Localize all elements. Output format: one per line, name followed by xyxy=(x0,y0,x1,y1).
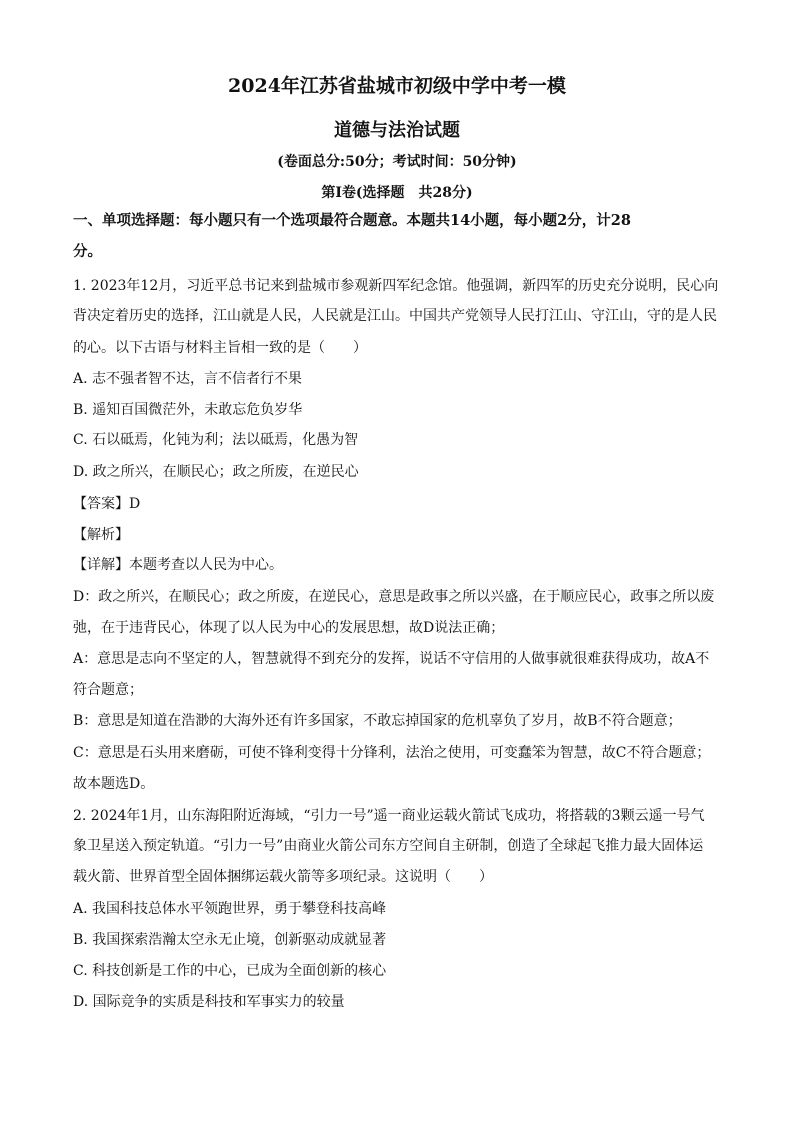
q1-option-c: C. 石以砥焉，化钝为利；法以砥焉，化愚为智 xyxy=(73,432,359,448)
q1-answer: 【答案】D xyxy=(73,496,141,512)
q1-analysis-label: 【解析】 xyxy=(73,527,129,543)
q1-option-a: A. 志不强者智不达，言不信者行不果 xyxy=(73,371,303,387)
q2-option-c: C. 科技创新是工作的中心，已成为全面创新的核心 xyxy=(73,963,387,979)
q1-detail-line-7: C：意思是石头用来磨砺，可使不锋利变得十分锋利，法治之使用，可变蠢笨为智慧，故C不符合题意； xyxy=(73,745,711,761)
exam-meta: (卷面总分:50分；考试时间：50分钟) xyxy=(277,154,517,170)
q1-option-b: B. 遥知百国微茫外，未敢忘危负岁华 xyxy=(73,402,303,418)
q2-option-b: B. 我国探索浩瀚太空永无止境，创新驱动成就显著 xyxy=(73,932,387,948)
q1-stem-line-3: 的心。以下古语与材料主旨相一致的是（ ） xyxy=(73,340,367,356)
q2-stem-line-1: 2. 2024年1月，山东海阳附近海域，“引力一号”遥一商业运载火箭试飞成功，将搭载的3颗云遥一号气 xyxy=(73,808,705,824)
q2-option-a: A. 我国科技总体水平领跑世界，勇于攀登科技高峰 xyxy=(73,901,387,917)
q1-detail-line-5: 符合题意； xyxy=(73,682,143,698)
q1-detail-line-8: 故本题选D。 xyxy=(73,776,155,792)
q1-option-d: D. 政之所兴，在顺民心；政之所废，在逆民心 xyxy=(73,464,359,480)
q1-detail-line-1: 【详解】本题考查以人民为中心。 xyxy=(73,557,283,573)
q2-option-d: D. 国际竞争的实质是科技和军事实力的较量 xyxy=(73,994,345,1010)
section-instructions-line-1: 一、单项选择题：每小题只有一个选项最符合题意。本题共14小题，每小题2分，计28 xyxy=(73,212,631,229)
q1-detail-line-4: A：意思是志向不坚定的人，智慧就得不到充分的发挥，说话不守信用的人做事就很难获得成功，故A不 xyxy=(73,651,710,667)
exam-title: 2024年江苏省盐城市初级中学中考一模 xyxy=(228,75,566,97)
volume-heading: 第Ⅰ卷(选择题 共28分) xyxy=(321,185,473,201)
q1-detail-line-6: B：意思是知道在浩渺的大海外还有许多国家，不敢忘掉国家的危机辜负了岁月，故B不符合题意； xyxy=(73,713,682,729)
q2-stem-line-2: 象卫星送入预定轨道。“引力一号”由商业火箭公司东方空间自主研制，创造了全球起飞推力最大固体运 xyxy=(73,838,704,854)
q1-stem-line-2: 背决定着历史的选择，江山就是人民，人民就是江山。中国共产党领导人民打江山、守江山，守的是人民 xyxy=(73,308,717,324)
q2-stem-line-3: 载火箭、世界首型全固体捆绑运载火箭等多项纪录。这说明（ ） xyxy=(73,869,493,885)
q1-detail-line-2: D：政之所兴，在顺民心；政之所废，在逆民心，意思是政事之所以兴盛，在于顺应民心，政事之所以废 xyxy=(73,589,715,605)
section-instructions-line-2: 分。 xyxy=(73,243,102,260)
exam-subject: 道德与法治试题 xyxy=(334,120,460,141)
q1-detail-line-3: 弛，在于违背民心，体现了以人民为中心的发展思想，故D说法正确； xyxy=(73,620,505,636)
q1-stem-line-1: 1. 2023年12月，习近平总书记来到盐城市参观新四军纪念馆。他强调，新四军的历史充分说明，民心向 xyxy=(73,278,719,294)
